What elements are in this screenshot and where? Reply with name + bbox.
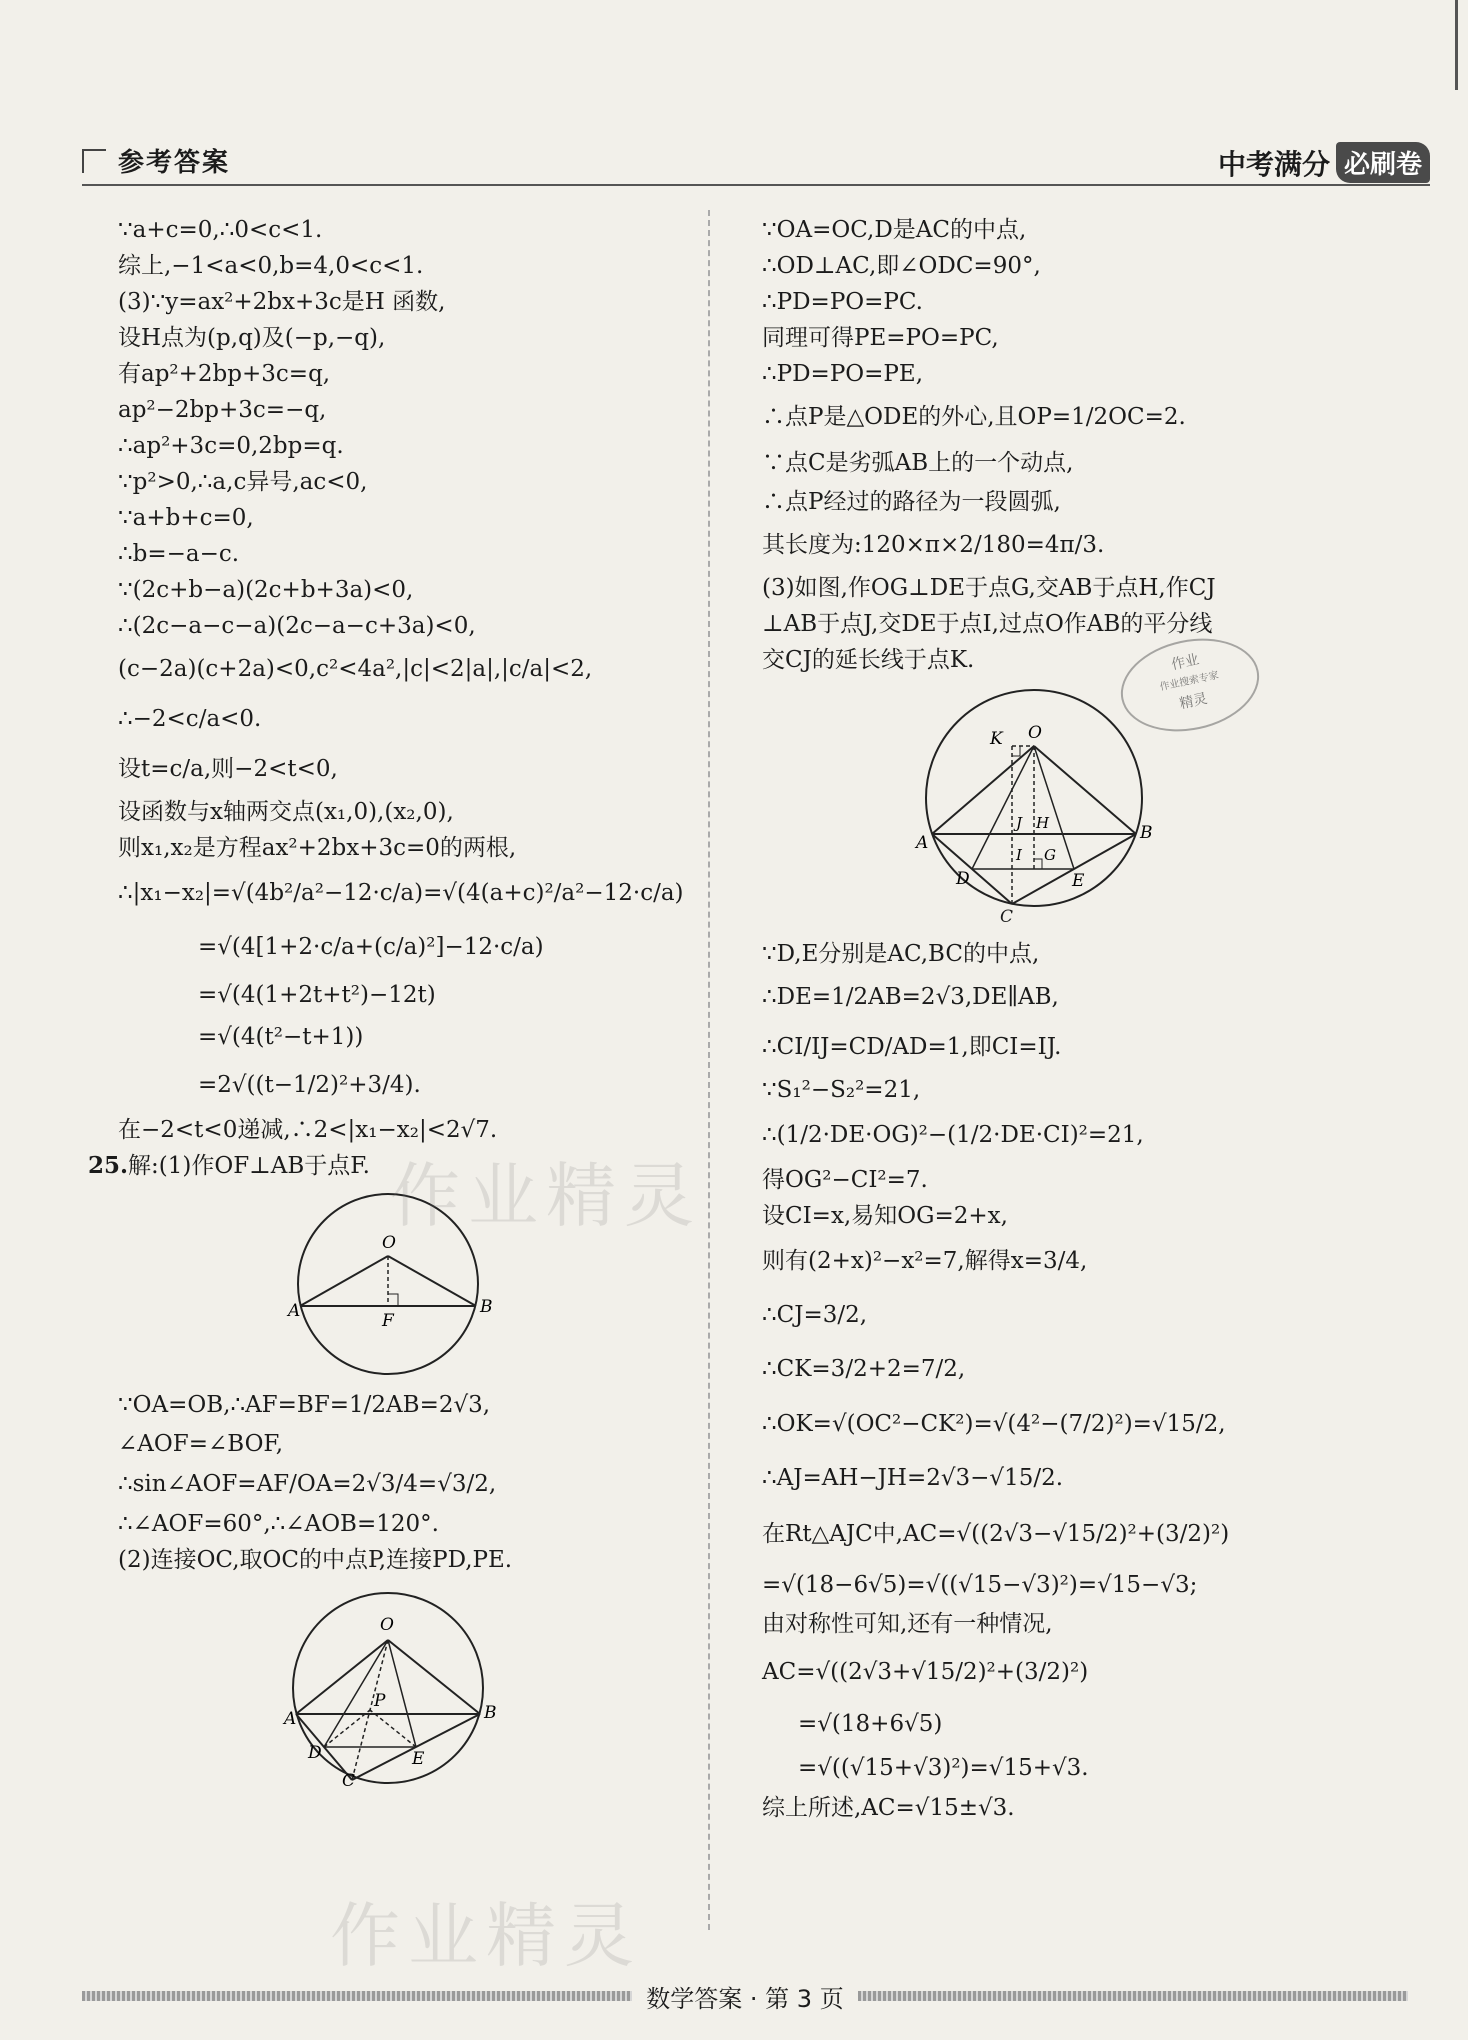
text-line: ∴AJ=AH−JH=2√3−√15/2.: [762, 1465, 1064, 1491]
label-a: A: [916, 833, 929, 853]
label-g: G: [1044, 846, 1056, 864]
text-line: ∴PD=PO=PC.: [762, 289, 923, 315]
label-k: K: [990, 729, 1003, 749]
text-line: ∵S₁²−S₂²=21,: [762, 1077, 921, 1103]
text-line: 设t=c/a,则−2<t<0,: [118, 756, 338, 782]
right-angle-mark: [388, 1294, 398, 1306]
text-line: 设函数与x轴两交点(x₁,0),(x₂,0),: [118, 799, 454, 825]
text-line: (c−2a)(c+2a)<0,c²<4a²,|c|<2|a|,|c/a|<2,: [118, 656, 593, 682]
text-line: ∴CI/IJ=CD/AD=1,即CI=IJ.: [762, 1034, 1062, 1060]
label-i: I: [1016, 846, 1022, 864]
segment-pe: [370, 1710, 416, 1747]
right-angle-mark-g: [1034, 859, 1042, 869]
label-h: H: [1036, 814, 1050, 832]
text-line: ∴ap²+3c=0,2bp=q.: [118, 433, 344, 459]
label-a: A: [288, 1301, 301, 1321]
circle-diagram-2: [284, 1588, 548, 1791]
text-line: ∵p²>0,∴a,c异号,ac<0,: [118, 469, 368, 495]
segment-od: [972, 746, 1034, 869]
text-line: (3)如图,作OG⊥DE于点G,交AB于点H,作CJ: [762, 575, 1216, 601]
text-line: ∴CK=3/2+2=7/2,: [762, 1356, 966, 1382]
text-line: ∴点P是△ODE的外心,且OP=1/2OC=2.: [762, 404, 1186, 430]
label-c: C: [342, 1771, 356, 1791]
stamp-middle: 作业搜索专家: [1158, 669, 1220, 694]
text-line: ⊥AB于点J,交DE于点I,过点O作AB的平分线: [762, 611, 1213, 637]
text-line: ∴CJ=3/2,: [762, 1302, 868, 1328]
figure-circle-3: [762, 688, 1322, 926]
text-line: 则有(2+x)²−x²=7,解得x=3/4,: [762, 1248, 1088, 1274]
text-line: ∴DE=1/2AB=2√3,DE∥AB,: [762, 984, 1059, 1010]
text-line: (2)连接OC,取OC的中点P,连接PD,PE.: [118, 1547, 513, 1573]
text-line: ∴(1/2·DE·OG)²−(1/2·DE·CI)²=21,: [762, 1122, 1144, 1148]
text-line: 在−2<t<0递减,∴2<|x₁−x₂|<2√7.: [118, 1117, 498, 1143]
text-line: ∴PD=PO=PE,: [762, 361, 923, 387]
label-d: D: [308, 1743, 322, 1763]
text-line: ∴−2<c/a<0.: [118, 706, 262, 732]
segment-ob: [388, 1256, 476, 1306]
text-line: 在Rt△AJC中,AC=√((2√3−√15/2)²+(3/2)²): [762, 1521, 1230, 1547]
label-e: E: [1072, 871, 1085, 891]
text-line: =√((√15+√3)²)=√15+√3.: [798, 1755, 1089, 1781]
text-line: 其长度为:120×π×2/180=4π/3.: [762, 532, 1105, 558]
text-line: =√(4(t²−t+1)): [198, 1024, 364, 1050]
text-line: =√(4(1+2t+t²)−12t): [198, 982, 436, 1008]
text-line: ∵(2c+b−a)(2c+b+3a)<0,: [118, 577, 414, 603]
text-line: ∵OA=OB,∴AF=BF=1/2AB=2√3,: [118, 1392, 491, 1418]
brand-badge: 必刷卷: [1336, 142, 1430, 183]
label-f: F: [382, 1311, 394, 1331]
segment-oa: [300, 1256, 388, 1306]
label-o: O: [382, 1233, 396, 1253]
right-angle-mark-k: [1012, 746, 1020, 756]
text-line: ∴sin∠AOF=AF/OA=2√3/4=√3/2,: [118, 1471, 497, 1497]
text-line: ∴(2c−a−c−a)(2c−a−c+3a)<0,: [118, 613, 476, 639]
brand-text: 中考满分: [1217, 147, 1330, 181]
text-line: ∴∠AOF=60°,∴∠AOB=120°.: [118, 1511, 439, 1537]
text-line: ∴|x₁−x₂|=√(4b²/a²−12·c/a)=√(4(a+c)²/a²−12·c/a): [118, 880, 684, 906]
right-column: [762, 212, 1322, 1826]
label-p: P: [374, 1691, 386, 1711]
footer-bar-left: [82, 1991, 632, 2001]
segment-ob: [1034, 746, 1136, 834]
text-line: =√(18−6√5)=√((√15−√3)²)=√15−√3;: [762, 1572, 1198, 1598]
text-line: ∵a+c=0,∴0<c<1.: [118, 217, 323, 243]
text-line: ∴OK=√(OC²−CK²)=√(4²−(7/2)²)=√15/2,: [762, 1411, 1226, 1437]
text-line: ∠AOF=∠BOF,: [118, 1431, 284, 1457]
stamp-bottom: 精灵: [1178, 690, 1209, 713]
footer-bar-right: [858, 1991, 1408, 2001]
question-number: 25.: [88, 1152, 129, 1179]
text-line: ap²−2bp+3c=−q,: [118, 397, 327, 423]
watermark: 作业精灵: [330, 1895, 642, 1977]
watermark: 作业精灵: [390, 1155, 702, 1237]
text-line: 同理可得PE=PO=PC,: [762, 325, 999, 351]
page-edge: [1455, 0, 1458, 90]
text-line: =√(18+6√5): [798, 1711, 943, 1737]
text-line: ∵OA=OC,D是AC的中点,: [762, 217, 1027, 243]
text-line: ∵a+b+c=0,: [118, 505, 254, 531]
segment-pd: [324, 1710, 370, 1747]
text-line: 解:(1)作OF⊥AB于点F.: [128, 1153, 370, 1179]
label-b: B: [484, 1703, 497, 1723]
text-line: ∴点P经过的路径为一段圆弧,: [762, 489, 1061, 515]
text-line: ∵点C是劣弧AB上的一个动点,: [762, 450, 1074, 476]
header-brand: [1218, 142, 1430, 183]
label-o: O: [380, 1615, 394, 1635]
text-line: AC=√((2√3+√15/2)²+(3/2)²): [762, 1659, 1089, 1685]
footer-text: 数学答案 · 第 3 页: [646, 1984, 844, 2013]
text-line: 则x₁,x₂是方程ax²+2bx+3c=0的两根,: [118, 835, 517, 861]
figure-circle-2: [118, 1588, 698, 1791]
label-b: B: [1140, 823, 1153, 843]
label-e: E: [412, 1749, 425, 1769]
text-line: ∵D,E分别是AC,BC的中点,: [762, 941, 1040, 967]
corner-mark-icon: [82, 149, 106, 173]
label-o: O: [1028, 723, 1042, 743]
text-line: 综上所述,AC=√15±√3.: [762, 1795, 1015, 1821]
page-header: [82, 142, 1422, 182]
text-line: 设CI=x,易知OG=2+x,: [762, 1203, 1008, 1229]
text-line: (3)∵y=ax²+2bx+3c是H 函数,: [118, 289, 446, 315]
text-line: 综上,−1<a<0,b=4,0<c<1.: [118, 253, 424, 279]
text-line: 得OG²−CI²=7.: [762, 1167, 928, 1193]
text-line: 有ap²+2bp+3c=q,: [118, 361, 331, 387]
text-line: =√(4[1+2·c/a+(c/a)²]−12·c/a): [198, 934, 544, 960]
column-divider: [708, 210, 710, 1930]
segment-oe: [388, 1640, 416, 1747]
text-line: 由对称性可知,还有一种情况,: [762, 1611, 1053, 1637]
segment-ob: [388, 1640, 480, 1714]
label-c: C: [1000, 907, 1014, 927]
header-left: [82, 142, 230, 179]
label-j: J: [1016, 814, 1023, 832]
text-line: 交CJ的延长线于点K.: [762, 647, 975, 673]
header-title: 参考答案: [118, 148, 231, 178]
label-d: D: [956, 869, 970, 889]
label-a: A: [284, 1709, 297, 1729]
text-line: =2√((t−1/2)²+3/4).: [198, 1072, 421, 1098]
text-line: ∴OD⊥AC,即∠ODC=90°,: [762, 253, 1041, 279]
page-footer: [82, 1978, 1408, 2014]
text-line: ∴b=−a−c.: [118, 541, 240, 567]
header-divider: [82, 184, 1430, 186]
left-column: [88, 212, 698, 1798]
label-b: B: [480, 1297, 493, 1317]
stamp-top: 作业: [1169, 651, 1201, 674]
text-line: 设H点为(p,q)及(−p,−q),: [118, 325, 386, 351]
